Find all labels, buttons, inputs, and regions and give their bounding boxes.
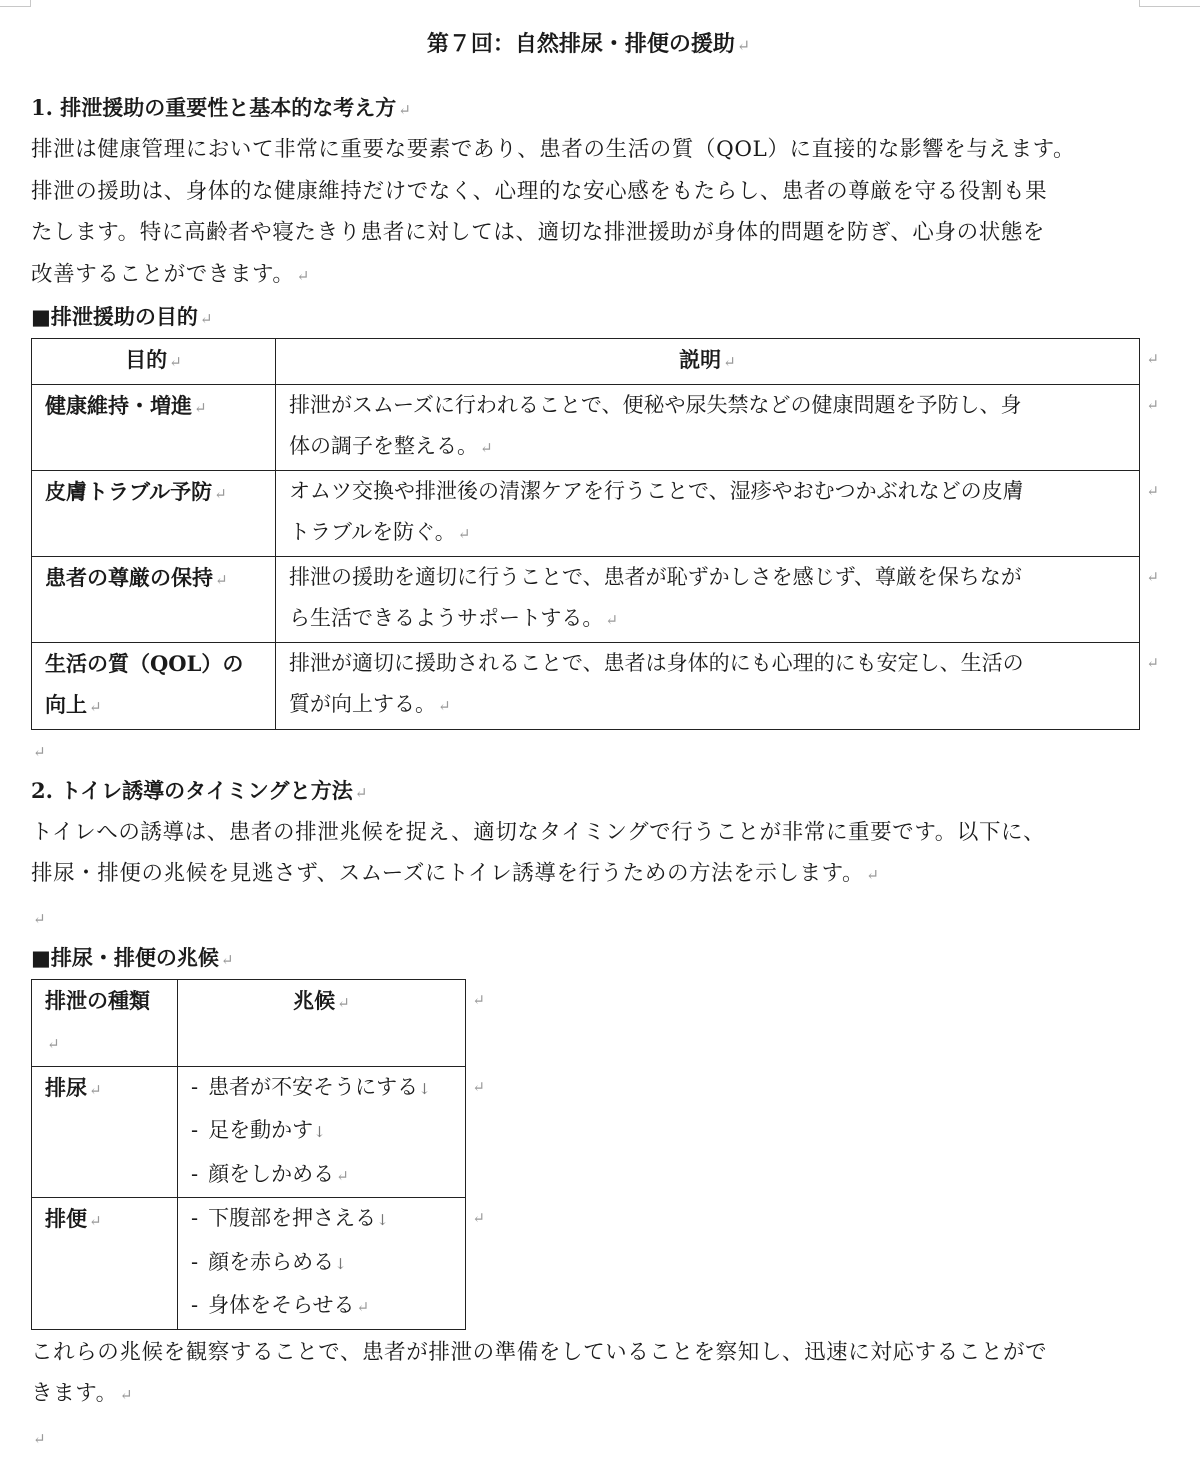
- list-item: [191, 1110, 452, 1154]
- table-header-row: [32, 979, 466, 1066]
- paragraph-mark: ↵: [356, 1298, 370, 1316]
- section1-heading: [31, 88, 1146, 129]
- list-item: [191, 1285, 452, 1329]
- paragraph-mark: ↵: [89, 1212, 102, 1230]
- paragraph-mark: ↵: [214, 484, 227, 503]
- paragraph-mark: ↵: [354, 783, 368, 802]
- table-row: [32, 384, 1140, 470]
- line-break-mark: ↓: [334, 1254, 347, 1273]
- paragraph-mark: ↵: [296, 266, 311, 285]
- sign-text: 下腹部を押さえる: [208, 1206, 377, 1230]
- paragraph-line: 改善することができます。: [31, 261, 295, 287]
- paragraph-line: トイレへの誘導は、患者の排泄兆候を捉え、適切なタイミングで行うことが非常に重要です。以下に、: [31, 819, 1046, 845]
- description-line: トラブルを防ぐ。: [289, 520, 456, 544]
- table-row: [32, 470, 1140, 556]
- type-cell: [32, 1198, 178, 1330]
- paragraph-mark: ↵: [457, 525, 471, 543]
- table-header-row: [32, 339, 1140, 385]
- signs-table-heading-text: ■排尿・排便の兆候: [31, 944, 219, 970]
- paragraph-mark: ↵: [438, 697, 451, 715]
- purpose-cell: [32, 642, 276, 729]
- row-end-mark: ↵: [1146, 653, 1159, 672]
- sign-text: 患者が不安そうにする: [208, 1074, 419, 1099]
- table-header-cell: [276, 339, 1159, 385]
- header-signs: 兆候: [293, 987, 336, 1013]
- document-title: [31, 24, 1146, 66]
- paragraph-mark: ↵: [736, 36, 751, 55]
- paragraph-mark: ↵: [605, 611, 619, 629]
- paragraph-line: たします。特に高齢者や寝たきり患者に対しては、適切な排泄援助が身体的問題を防ぎ、心身の状態を: [31, 220, 1046, 245]
- paragraph-mark: ↵: [169, 353, 182, 371]
- paragraph-mark: ↵: [89, 1080, 102, 1099]
- paragraph-mark: ↵: [89, 698, 102, 716]
- description-cell: [276, 556, 1159, 642]
- sign-text: 身体をそらせる: [208, 1293, 355, 1317]
- line-break-mark: ↓: [376, 1211, 389, 1229]
- paragraph-line: 排泄の援助は、身体的な健康維持だけでなく、心理的な安心感をもたらし、患者の尊厳を守る役割も果: [31, 178, 1048, 204]
- row-end-mark: ↵: [1146, 567, 1159, 586]
- signs-cell: [178, 1198, 485, 1330]
- paragraph-line: 排泄は健康管理において非常に重要な要素であり、患者の生活の質（QOL）に直接的な影響を与えます。: [31, 137, 1076, 162]
- section2-heading-text: 2. トイレ誘導のタイミングと方法: [31, 777, 353, 803]
- list-item: [191, 1154, 452, 1198]
- dash-bullet: -: [191, 1118, 199, 1142]
- line-break-mark: ↓: [418, 1079, 431, 1098]
- type-text: 排尿: [45, 1074, 87, 1100]
- paragraph-mark: ↵: [33, 742, 46, 761]
- type-cell: [32, 1066, 178, 1198]
- section1-heading-text: 1. 排泄援助の重要性と基本的な考え方: [31, 95, 397, 120]
- row-end-mark: ↵: [472, 1077, 485, 1096]
- dash-bullet: -: [191, 1074, 199, 1099]
- purpose-text: 健康維持・増進: [45, 392, 192, 418]
- description-line: 質が向上する。: [289, 692, 436, 716]
- section2-heading: [31, 771, 1146, 812]
- description-line: 体の調子を整える。: [289, 434, 478, 458]
- section2-paragraph: [31, 812, 1146, 897]
- paragraph-mark: ↵: [33, 1429, 46, 1448]
- paragraph-mark: ↵: [337, 993, 350, 1012]
- closing-paragraph: [31, 1332, 1146, 1417]
- paragraph-mark: ↵: [866, 866, 880, 884]
- description-line: 排泄の援助を適切に行うことで、患者が恥ずかしさを感じず、尊厳を保ちなが: [289, 564, 1022, 589]
- empty-paragraph: [31, 897, 1146, 938]
- paragraph-line: 排尿・排便の兆候を見逃さず、スムーズにトイレ誘導を行うための方法を示します。: [31, 861, 865, 886]
- description-cell: [276, 642, 1159, 729]
- row-end-mark: ↵: [472, 1209, 485, 1227]
- table-row: [32, 556, 1140, 642]
- paragraph-mark: ↵: [215, 570, 228, 589]
- description-line: 排泄がスムーズに行われることで、便秘や尿失禁などの健康問題を予防し、身: [289, 392, 1022, 417]
- paragraph-line: これらの兆候を観察することで、患者が排泄の準備をしていることを察知し、迅速に対応することがで: [31, 1339, 1048, 1365]
- purpose-cell: [32, 556, 276, 642]
- paragraph-line: きます。: [31, 1381, 118, 1406]
- description-cell: [276, 470, 1159, 556]
- table-row: [32, 1066, 466, 1198]
- header-description: 説明: [679, 347, 722, 372]
- signs-table-heading: [31, 938, 1146, 979]
- purpose-text: 患者の尊厳の保持: [45, 564, 213, 590]
- dash-bullet: -: [191, 1249, 199, 1274]
- document-page: [31, 24, 1159, 1458]
- signs-list: [191, 1067, 452, 1198]
- header-purpose: 目的: [125, 347, 168, 372]
- dash-bullet: -: [191, 1206, 199, 1230]
- table-row: [32, 642, 1140, 729]
- sign-text: 足を動かす: [208, 1118, 314, 1142]
- paragraph-mark: ↵: [199, 310, 213, 328]
- empty-paragraph: [31, 730, 1146, 771]
- description-line: ら生活できるようサポートする。: [289, 606, 604, 630]
- paragraph-mark: ↵: [119, 1386, 134, 1404]
- signs-cell: [178, 1066, 485, 1198]
- paragraph-mark: ↵: [194, 398, 207, 417]
- paragraph-mark: ↵: [723, 353, 736, 371]
- row-end-mark: ↵: [472, 990, 485, 1009]
- paragraph-mark: ↵: [33, 909, 46, 928]
- dash-bullet: -: [191, 1161, 199, 1186]
- table-header-cell: [178, 979, 485, 1066]
- description-line: オムツ交換や排泄後の清潔ケアを行うことで、湿疹やおむつかぶれなどの皮膚: [289, 478, 1024, 503]
- description-line: 排泄が適切に援助されることで、患者は身体的にも心理的にも安定し、生活の: [289, 650, 1024, 675]
- title-text: 第７回：自然排尿・排便の援助: [426, 31, 735, 57]
- list-item: [191, 1242, 452, 1286]
- row-end-mark: ↵: [1146, 350, 1159, 368]
- paragraph-mark: ↵: [220, 950, 234, 969]
- header-type: 排泄の種類: [45, 987, 150, 1013]
- description-cell: [276, 384, 1159, 470]
- list-item: [191, 1067, 452, 1111]
- purpose-cell: [32, 470, 276, 556]
- table-header-cell: [32, 979, 178, 1066]
- paragraph-mark: ↵: [336, 1166, 349, 1185]
- signs-table: [31, 979, 485, 1330]
- line-break-mark: ↓: [313, 1123, 326, 1141]
- paragraph-mark: ↵: [480, 439, 493, 457]
- signs-list: [191, 1198, 452, 1329]
- purpose-text: 生活の質（QOL）の: [45, 650, 244, 676]
- purpose-table-heading: [31, 297, 1146, 338]
- paragraph-mark: ↵: [47, 1035, 60, 1053]
- table-row: [32, 1198, 466, 1330]
- page-corner-mark-right: [1139, 0, 1200, 7]
- purpose-text: 皮膚トラブル予防: [45, 478, 213, 504]
- row-end-mark: ↵: [1146, 481, 1159, 500]
- purpose-text: 向上: [45, 692, 87, 717]
- table-header-cell: [32, 339, 276, 385]
- purpose-cell: [32, 384, 276, 470]
- list-item: [191, 1198, 452, 1242]
- sign-text: 顔をしかめる: [208, 1161, 335, 1186]
- paragraph-mark: ↵: [398, 101, 411, 119]
- purpose-table: [31, 338, 1159, 730]
- section1-paragraph: [31, 129, 1146, 297]
- sign-text: 顔を赤らめる: [208, 1249, 335, 1274]
- row-end-mark: ↵: [1146, 395, 1159, 414]
- page-corner-mark-left: [0, 0, 31, 7]
- type-text: 排便: [45, 1206, 87, 1231]
- empty-paragraph: [31, 1417, 1146, 1458]
- purpose-table-heading-text: ■排泄援助の目的: [31, 304, 198, 329]
- dash-bullet: -: [191, 1293, 199, 1317]
